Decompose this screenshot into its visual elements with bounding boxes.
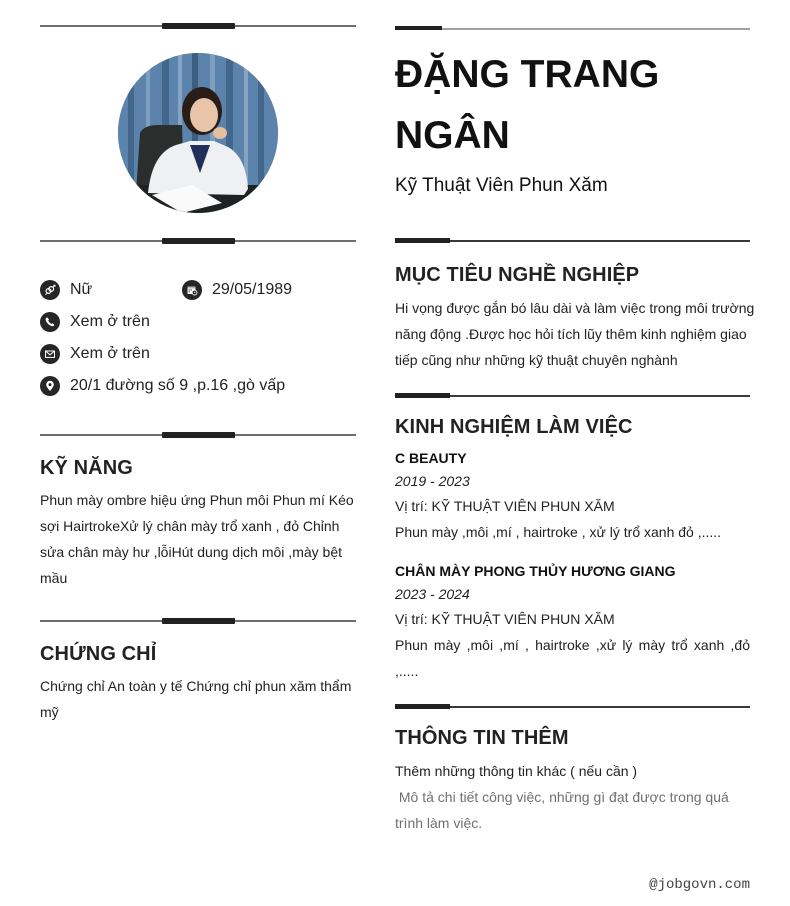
calendar-icon (182, 280, 202, 300)
experience-position: Vị trí: KỸ THUẬT VIÊN PHUN XĂM (395, 611, 615, 627)
location-pin-icon (40, 376, 60, 396)
email-value: Xem ở trên (70, 345, 150, 362)
address-value: 20/1 đường số 9 ,p.16 ,gò vấp (70, 377, 286, 394)
skills-text: Phun mày ombre hiệu ứng Phun môi Phun mí Kéo sợi HairtrokeXử lý chân mày trổ xanh , đỏ Chỉnh sửa chân mày hư ,lỗiHút dung dịch môi ,mày bệt mầu (40, 492, 354, 586)
divider-before-skills (40, 431, 356, 439)
divider-before-certificates (40, 617, 356, 625)
additional-line2: Mô tả chi tiết công việc, những gì đạt được trong quá trình làm việc. (395, 789, 733, 831)
contact-address (40, 375, 285, 397)
skills-heading: KỸ NĂNG (40, 457, 133, 479)
avatar-photo (118, 53, 278, 213)
contact-birthday (182, 279, 292, 301)
divider-before-experience (395, 393, 750, 399)
experience-description: Phun mày ,môi ,mí , hairtroke , xử lý trổ xanh đỏ ,..... (395, 524, 722, 540)
watermark: @jobgovn.com (649, 877, 750, 893)
contact-gender (40, 279, 92, 301)
experience-description: Phun mày ,môi ,mí , hairtroke ,xử lý mày trổ xanh ,đỏ ,..... (395, 637, 750, 679)
avatar (118, 53, 278, 213)
divider-top-right (395, 26, 750, 32)
additional-line1: Thêm những thông tin khác ( nếu cần ) (395, 763, 638, 779)
divider-top-left (40, 22, 356, 30)
certificates-text: Chứng chỉ An toàn y tế Chứng chỉ phun xăm thẩm mỹ (40, 678, 352, 720)
objective-text: Hi vọng được gắn bó lâu dài và làm việc trong môi trường năng động .Được học hỏi tích lũy thêm kinh nghiệm giao tiếp cũng như những kỹ thuật chuyên nghành (395, 300, 755, 368)
candidate-name: ĐẶNG TRANG NGÂN (395, 53, 660, 157)
experience-period: 2023 - 2024 (395, 586, 470, 602)
contact-email (40, 343, 150, 365)
certificates-heading: CHỨNG CHỈ (40, 643, 157, 665)
experience-company: CHÂN MÀY PHONG THỦY HƯƠNG GIANG (395, 563, 676, 579)
birthday-value: 29/05/1989 (212, 281, 293, 298)
divider-before-additional (395, 704, 750, 710)
gender-icon (40, 280, 60, 300)
gender-value: Nữ (70, 281, 93, 298)
experience-position: Vị trí: KỸ THUẬT VIÊN PHUN XĂM (395, 498, 615, 514)
divider-after-avatar (40, 237, 356, 245)
experience-period: 2019 - 2023 (395, 473, 470, 489)
job-title: Kỹ Thuật Viên Phun Xăm (395, 175, 608, 196)
additional-heading: THÔNG TIN THÊM (395, 727, 569, 749)
phone-icon (40, 312, 60, 332)
experience-heading: KINH NGHIỆM LÀM VIỆC (395, 416, 633, 438)
objective-heading: MỤC TIÊU NGHỀ NGHIỆP (395, 264, 640, 286)
experience-company: C BEAUTY (395, 450, 467, 466)
contact-phone (40, 311, 150, 333)
divider-before-objective (395, 238, 750, 244)
phone-value: Xem ở trên (70, 313, 150, 330)
email-icon (40, 344, 60, 364)
